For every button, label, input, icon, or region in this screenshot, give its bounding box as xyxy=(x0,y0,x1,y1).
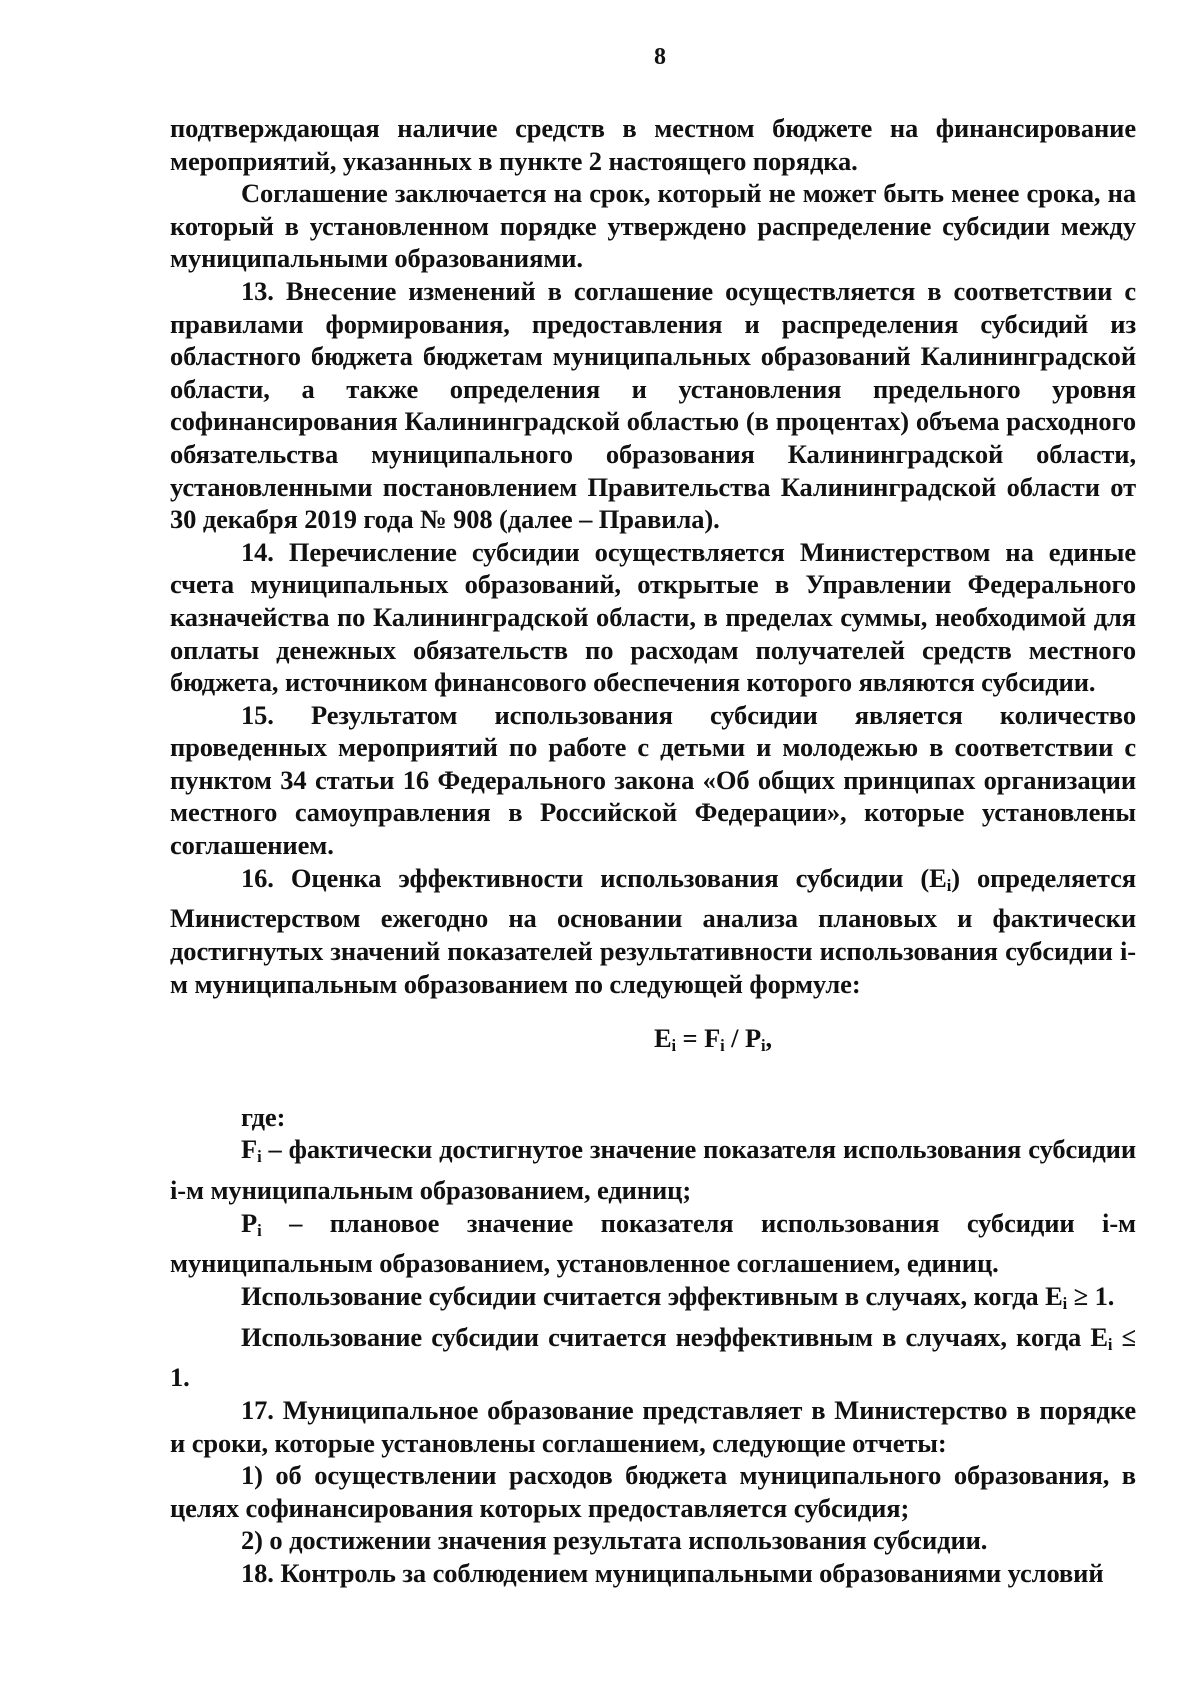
paragraph: Соглашение заключается на срок, который не может быть менее срока, на который в установленном порядке утверждено распределение субсидии между муниципальными образованиями. xyxy=(170,178,1136,274)
paragraph-18: 18. Контроль за соблюдением муниципальными образованиями условий xyxy=(241,1557,1104,1588)
report-item-1: 1) об осуществлении расходов бюджета муниципального образования, в целях софинансирования которых предоставляется субсидия; xyxy=(170,1460,1136,1523)
paragraph-16-text-b: ) определяется Министерством ежегодно на основании анализа плановых и фактически достигнутых значений показателей результативности использования субсидии i-м муниципальным образованием по следующей формуле: xyxy=(170,862,1137,999)
effective-condition: Использование субсидии считается эффективным в случаях, когда $E_i \ge 1$. xyxy=(241,1280,1115,1314)
paragraph-14: 14. Перечисление субсидии осуществляется Министерством на единые счета муниципальных образований, открытые в Управлении Федерального казначейства по Калининградской области, в пределах суммы, необходимой для оплаты денежных обязательств по расходам получателей средств местного бюджета, источником финансового обеспечения которого являются субсидии. xyxy=(170,536,1136,698)
subscript-i: i xyxy=(946,875,952,895)
paragraph: подтверждающая наличие средств в местном бюджете на финансирование мероприятий, указанных в пункте 2 настоящего порядка. xyxy=(170,113,1136,176)
paragraph-16 xyxy=(170,862,1136,1000)
document-body xyxy=(170,112,1136,1590)
page-number: 8 xyxy=(654,44,666,70)
paragraph-15: 15. Результатом использования субсидии является количество проведенных мероприятий по работе с детьми и молодежью в соответствии с пунктом 34 статьи 16 Федерального закона «Об общих принципах организации местного самоуправления в Российской Федерации», которые установлены соглашением. xyxy=(170,699,1136,861)
efficiency-formula: $E_i = F_i / P_i$, xyxy=(653,1023,773,1056)
where-label: где: xyxy=(241,1101,286,1132)
paragraph-13: 13. Внесение изменений в соглашение осуществляется в соответствии с правилами формирования, предоставления и распределения субсидий из областного бюджета бюджетам муниципальных образований Калининградской области, а также определения и установления предельного уровня софинансирования Калининградской областью (в процентах) объема расходного обязательства муниципального образования Калининградской области, установленными постановлением Правительства Калининградской области от 30 декабря 2019 года № 908 (далее – Правила). xyxy=(170,275,1136,535)
paragraph-17: 17. Муниципальное образование представляет в Министерство в порядке и сроки, которые установлены соглашением, следующие отчеты: xyxy=(170,1394,1136,1458)
ineffective-condition: Использование субсидии считается неэффективным в случаях, когда $E_i \le 1$. xyxy=(170,1321,1136,1393)
paragraph-16-text-a: 16. Оценка эффективности использования субсидии (E xyxy=(241,862,947,893)
definition-p: $P_i$ – плановое значение показателя использования субсидии i-м муниципальным образованием, установленное соглашением, единиц. xyxy=(170,1207,1136,1279)
report-item-2: 2) о достижении значения результата использования субсидии. xyxy=(241,1525,988,1556)
definition-f: $F_i$ – фактически достигнутое значение показателя использования субсидии i-м муниципальным образованием, единиц; xyxy=(170,1134,1136,1206)
